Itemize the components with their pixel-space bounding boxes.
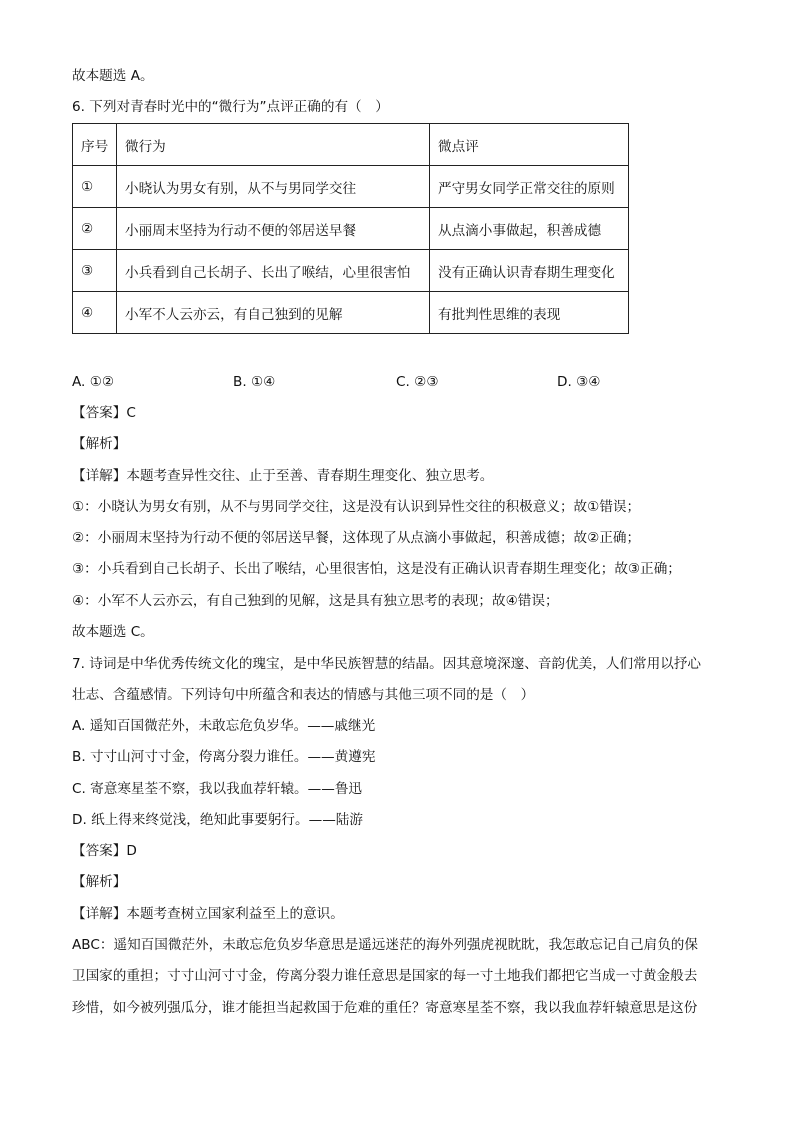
table-cell-comment: 没有正确认识青春期生理变化 — [430, 250, 629, 292]
question-7-stem-continued: 壮志、含蕴感情。下列诗句中所蕴含和表达的情感与其他三项不同的是（ ） — [72, 687, 535, 703]
answer-conclusion: 故本题选 C。 — [72, 624, 154, 640]
table-cell-number: ③ — [73, 250, 117, 292]
table-cell-number: ② — [73, 208, 117, 250]
table-cell-comment: 严守男女同学正常交往的原则 — [430, 166, 629, 208]
explanation-paragraph-line: 卫国家的重担；寸寸山河寸寸金，侉离分裂力谁任意思是国家的每一寸土地我们都把它当成一寸黄金般去 — [72, 968, 698, 984]
explanation-line: ①：小晓认为男女有别，从不与男同学交往，这是没有认识到异性交往的积极意义；故①错误； — [72, 499, 641, 515]
answer-label: 【答案】C — [72, 405, 136, 421]
answer-label: 【答案】D — [72, 843, 137, 859]
table-header-row — [73, 124, 629, 166]
analysis-label: 【解析】 — [72, 436, 127, 452]
table-cell-comment: 从点滴小事做起，积善成德 — [430, 208, 629, 250]
option-d: D. ③④ — [557, 374, 601, 390]
table-cell-number: ④ — [73, 292, 117, 334]
option-b: B. 寸寸山河寸寸金，侉离分裂力谁任。——黄遵宪 — [72, 749, 376, 765]
table-cell-behavior: 小兵看到自己长胡子、长出了喉结，心里很害怕 — [117, 250, 430, 292]
option-a: A. 遥知百国微茫外，未敢忘危负岁华。——戚继光 — [72, 718, 376, 734]
table-header-cell: 微行为 — [117, 124, 430, 166]
option-a: A. ①② — [72, 374, 115, 390]
option-d: D. 纸上得来终觉浅，绝知此事要躬行。——陆游 — [72, 812, 363, 828]
explanation-paragraph-line: ABC：遥知百国微茫外，未敢忘危负岁华意思是遥远迷茫的海外列强虎视眈眈，我怎敢忘记自己肩负的保 — [72, 937, 698, 953]
explanation-paragraph-line: 珍惜，如今被列强瓜分，谁才能担当起救国于危难的重任？寄意寒星荃不察，我以我血荐轩辕意思是这份 — [72, 1000, 698, 1016]
table-row — [73, 250, 629, 292]
explanation-line: ④：小军不人云亦云，有自己独到的见解，这是具有独立思考的表现；故④错误； — [72, 593, 559, 609]
table-header-cell: 序号 — [73, 124, 117, 166]
detail-explanation: 【详解】本题考查树立国家利益至上的意识。 — [72, 906, 344, 922]
table-row — [73, 166, 629, 208]
option-b: B. ①④ — [233, 374, 276, 390]
question-6-table — [72, 123, 629, 334]
table-cell-behavior: 小丽周末坚持为行动不便的邻居送早餐 — [117, 208, 430, 250]
option-c: C. ②③ — [396, 374, 439, 390]
explanation-line: ③：小兵看到自己长胡子、长出了喉结，心里很害怕，这是没有正确认识青春期生理变化；故③正确； — [72, 561, 681, 577]
analysis-label: 【解析】 — [72, 874, 127, 890]
table-cell-behavior: 小晓认为男女有别，从不与男同学交往 — [117, 166, 430, 208]
question-6-stem: 6. 下列对青春时光中的“微行为”点评正确的有（ ） — [72, 99, 389, 115]
table-header-cell: 微点评 — [430, 124, 629, 166]
table-row — [73, 292, 629, 334]
table-cell-number: ① — [73, 166, 117, 208]
table-cell-comment: 有批判性思维的表现 — [430, 292, 629, 334]
question-7-stem: 7. 诗词是中华优秀传统文化的瑰宝，是中华民族智慧的结晶。因其意境深邃、音韵优美，人们常用以抒心 — [72, 656, 702, 672]
previous-answer-conclusion: 故本题选 A。 — [72, 68, 154, 84]
explanation-line: ②：小丽周末坚持为行动不便的邻居送早餐，这体现了从点滴小事做起，积善成德；故②正确； — [72, 530, 641, 546]
detail-explanation: 【详解】本题考查异性交往、止于至善、青春期生理变化、独立思考。 — [72, 468, 494, 484]
table-cell-behavior: 小军不人云亦云，有自己独到的见解 — [117, 292, 430, 334]
option-c: C. 寄意寒星荃不察，我以我血荐轩辕。——鲁迅 — [72, 781, 363, 797]
table-row — [73, 208, 629, 250]
